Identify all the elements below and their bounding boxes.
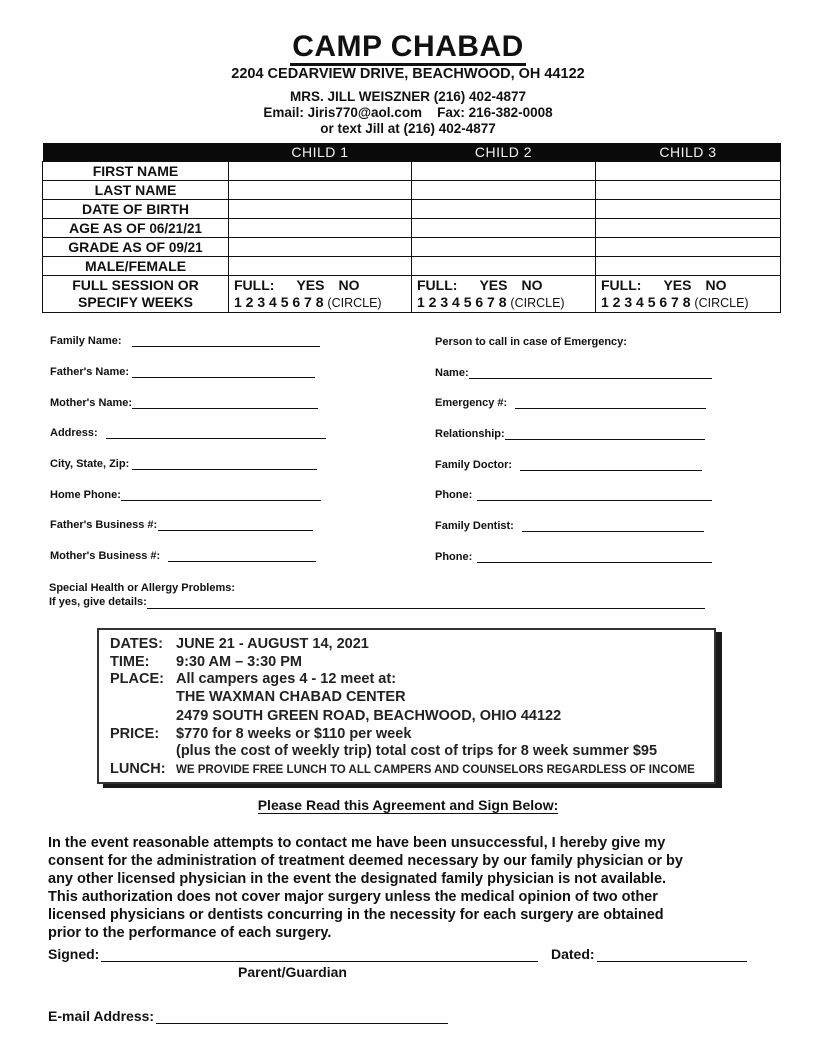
row-label-gender: MALE/FEMALE	[43, 257, 229, 276]
field-label: Phone:	[435, 551, 473, 563]
child2-dob-cell[interactable]	[412, 200, 596, 219]
price-line1: $770 for 8 weeks or $110 per week	[176, 725, 412, 742]
table-row	[43, 238, 781, 257]
address-field	[50, 427, 326, 439]
header-child-3: CHILD 3	[596, 143, 781, 162]
field-label: Family Dentist:	[435, 520, 514, 532]
no-option[interactable]: NO	[338, 276, 360, 293]
time-value: 9:30 AM – 3:30 PM	[176, 653, 302, 670]
camp-info	[110, 636, 695, 779]
father-name-field	[50, 366, 315, 378]
table-row	[43, 162, 781, 181]
contact-text-line: or text Jill at (216) 402-4877	[320, 121, 496, 136]
place-label: PLACE:	[110, 671, 164, 687]
doctor-phone-field	[435, 489, 712, 501]
child2-grade-cell[interactable]	[412, 238, 596, 257]
header-blank	[43, 143, 229, 162]
title-text: CAMP CHABAD	[290, 31, 526, 66]
city-state-zip-field	[50, 458, 317, 470]
health-details-label: If yes, give details:	[49, 596, 147, 608]
dentist-phone-field	[435, 551, 712, 563]
child3-last-name-cell[interactable]	[596, 181, 781, 200]
no-option[interactable]: NO	[521, 276, 543, 293]
field-label: Phone:	[435, 489, 473, 501]
grade-label-text: GRADE AS OF	[68, 239, 169, 255]
mother-business-field	[50, 550, 316, 562]
signature-field	[48, 946, 538, 962]
emergency-name-field	[435, 367, 712, 379]
place-line2: THE WAXMAN CHABAD CENTER	[176, 688, 406, 705]
agreement-line: consent for the administration of treatment deemed necessary by our family physician or by	[48, 853, 683, 869]
row-label-grade	[43, 238, 229, 257]
table-row	[43, 200, 781, 219]
doctor-phone-input[interactable]	[477, 489, 712, 501]
emergency-number-field	[435, 397, 706, 409]
lunch-label: LUNCH:	[110, 760, 166, 777]
field-label: Father's Business #:	[50, 519, 158, 531]
child1-grade-cell[interactable]	[229, 238, 412, 257]
camp-info-box	[97, 628, 716, 784]
circle-hint: (CIRCLE)	[694, 295, 749, 310]
table-row	[43, 219, 781, 238]
signed-label: Signed:	[48, 946, 100, 962]
place-line3: 2479 SOUTH GREEN ROAD, BEACHWOOD, OHIO 44122	[176, 708, 562, 724]
child2-session-cell[interactable]	[412, 276, 596, 313]
city-state-zip-input[interactable]	[132, 458, 317, 470]
field-label: Home Phone:	[50, 489, 121, 501]
email-input[interactable]	[156, 1009, 448, 1024]
family-dentist-field	[435, 520, 704, 532]
child2-first-name-cell[interactable]	[412, 162, 596, 181]
child2-gender-cell[interactable]	[412, 257, 596, 276]
mother-name-input[interactable]	[132, 397, 318, 409]
child2-age-cell[interactable]	[412, 219, 596, 238]
father-name-input[interactable]	[132, 366, 315, 378]
row-label-last-name: LAST NAME	[43, 181, 229, 200]
field-label: City, State, Zip:	[50, 458, 130, 470]
yes-option[interactable]: YES	[479, 276, 508, 293]
home-phone-field	[50, 489, 321, 501]
child1-dob-cell[interactable]	[229, 200, 412, 219]
full-label: FULL:	[417, 276, 458, 293]
field-label: Relationship:	[435, 428, 505, 440]
table-row	[43, 257, 781, 276]
age-date: 06/21/21	[149, 221, 202, 236]
health-details-input[interactable]	[147, 597, 705, 609]
weeks-options[interactable]: 1 2 3 4 5 6 7 8	[234, 293, 324, 310]
full-label: FULL:	[601, 276, 642, 293]
weeks-options[interactable]: 1 2 3 4 5 6 7 8	[417, 293, 507, 310]
price-label: PRICE:	[110, 725, 160, 742]
dated-field	[551, 946, 747, 962]
child-info-table	[42, 143, 781, 313]
father-business-input[interactable]	[158, 519, 313, 531]
field-label: Address:	[50, 427, 98, 439]
age-label-text: AGE AS OF	[69, 220, 150, 236]
dated-label: Dated:	[551, 946, 595, 962]
child1-gender-cell[interactable]	[229, 257, 412, 276]
field-label: Family Doctor:	[435, 459, 513, 471]
child1-first-name-cell[interactable]	[229, 162, 412, 181]
family-dentist-input[interactable]	[522, 520, 704, 532]
dates-label: DATES:	[110, 636, 163, 652]
date-input[interactable]	[597, 947, 747, 962]
field-label: Family Name:	[50, 335, 122, 347]
price-line2: (plus the cost of weekly trip) total cost of trips for 8 week summer $95	[176, 743, 658, 759]
home-phone-input[interactable]	[121, 489, 321, 501]
mother-business-input[interactable]	[168, 550, 316, 562]
session-label-line2: SPECIFY WEEKS	[78, 294, 193, 310]
field-label: Mother's Name:	[50, 397, 133, 409]
child1-age-cell[interactable]	[229, 219, 412, 238]
dates-value: JUNE 21 - AUGUST 14, 2021	[176, 636, 369, 652]
contact-name: MRS. JILL WEISZNER (216) 402-4877	[289, 89, 527, 104]
full-label: FULL:	[234, 276, 275, 293]
dentist-phone-input[interactable]	[477, 551, 712, 563]
signature-input[interactable]	[101, 947, 538, 962]
yes-option[interactable]: YES	[296, 276, 325, 293]
row-label-age	[43, 219, 229, 238]
row-label-dob: DATE OF BIRTH	[43, 200, 229, 219]
parent-guardian-caption: Parent/Guardian	[238, 964, 347, 980]
child3-first-name-cell[interactable]	[596, 162, 781, 181]
lunch-value: WE PROVIDE FREE LUNCH TO ALL CAMPERS AND COUNSELORS REGARDLESS OF INCOME	[176, 763, 695, 776]
child1-last-name-cell[interactable]	[229, 181, 412, 200]
agreement-heading	[0, 797, 816, 813]
mother-name-field	[50, 397, 318, 409]
place-line1: All campers ages 4 - 12 meet at:	[176, 671, 397, 687]
relationship-input[interactable]	[505, 428, 705, 440]
child1-session-cell[interactable]	[229, 276, 412, 313]
emergency-number-input[interactable]	[515, 397, 706, 409]
address-input[interactable]	[106, 427, 326, 439]
agreement-line: prior to the performance of each surgery.	[48, 925, 332, 941]
session-label-line1: FULL SESSION OR	[72, 277, 199, 293]
family-doctor-field	[435, 459, 702, 471]
child3-age-cell[interactable]	[596, 219, 781, 238]
no-option[interactable]: NO	[705, 276, 727, 293]
field-label: Father's Name:	[50, 366, 130, 378]
yes-option[interactable]: YES	[663, 276, 692, 293]
agreement-line: any other licensed physician in the event the designated family physician is not available.	[48, 871, 667, 887]
child3-dob-cell[interactable]	[596, 200, 781, 219]
child2-last-name-cell[interactable]	[412, 181, 596, 200]
child3-session-cell[interactable]	[596, 276, 781, 313]
agreement-line: In the event reasonable attempts to contact me have been unsuccessful, I hereby give my	[48, 835, 666, 851]
circle-hint: (CIRCLE)	[327, 295, 382, 310]
camp-address: 2204 CEDARVIEW DRIVE, BEACHWOOD, OH 44122	[231, 66, 585, 82]
agreement-heading-text: Please Read this Agreement and Sign Below:	[257, 797, 559, 813]
family-name-input[interactable]	[132, 335, 320, 347]
father-business-field	[50, 519, 313, 531]
table-row-session	[43, 276, 781, 313]
health-section	[49, 581, 705, 609]
child3-grade-cell[interactable]	[596, 238, 781, 257]
grade-date: 09/21	[168, 240, 203, 255]
agreement-line: licensed physicians or dentists concurring in the necessity for each surgery are obtained	[48, 907, 664, 923]
family-doctor-input[interactable]	[520, 459, 702, 471]
emergency-name-input[interactable]	[469, 367, 712, 379]
header-child-1: CHILD 1	[229, 143, 412, 162]
email-field	[48, 1008, 448, 1024]
email-label: E-mail Address:	[48, 1008, 155, 1024]
table-row	[43, 181, 781, 200]
form-title	[0, 30, 816, 66]
child3-gender-cell[interactable]	[596, 257, 781, 276]
field-label: Mother's Business #:	[50, 550, 161, 562]
header-child-2: CHILD 2	[412, 143, 596, 162]
field-label: Emergency #:	[435, 397, 508, 409]
agreement-text	[48, 834, 768, 942]
table-header-row	[43, 143, 781, 162]
emergency-heading: Person to call in case of Emergency:	[435, 336, 627, 348]
field-label: Name:	[435, 367, 469, 379]
family-name-field	[50, 335, 320, 347]
time-label: TIME:	[110, 653, 150, 670]
row-label-first-name: FIRST NAME	[43, 162, 229, 181]
weeks-options[interactable]: 1 2 3 4 5 6 7 8	[601, 293, 691, 310]
relationship-field	[435, 428, 705, 440]
contact-email-fax: Email: Jiris770@aol.com Fax: 216-382-0008	[263, 105, 553, 120]
health-label: Special Health or Allergy Problems:	[49, 582, 236, 594]
agreement-line: This authorization does not cover major surgery unless the medical opinion of two other	[48, 889, 658, 905]
circle-hint: (CIRCLE)	[510, 295, 565, 310]
row-label-session	[43, 276, 229, 313]
